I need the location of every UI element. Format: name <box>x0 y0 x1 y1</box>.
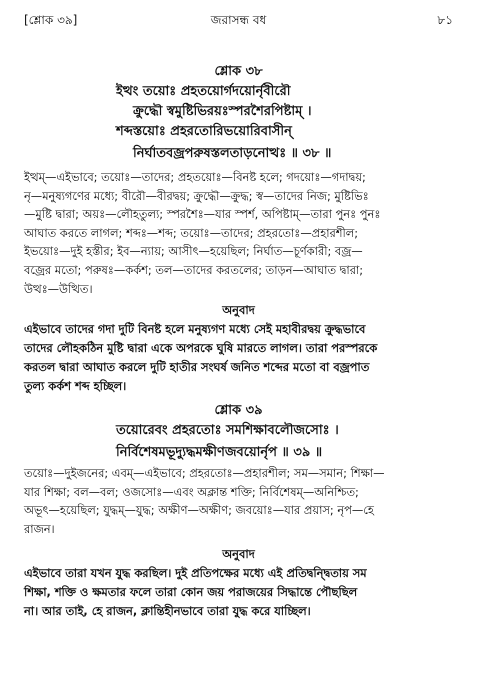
verse-38-heading: শ্লোক ৩৮ <box>214 64 263 79</box>
verse-38-line-2: ক্রুদ্ধৌ স্বমুষ্টিভিরয়ঃস্পরশৈরপিষ্টাম্ । <box>133 104 312 119</box>
verse-38-translation-heading: অনুবাদ <box>222 303 255 317</box>
translation-line: না। আর তাই, হে রাজন, ক্লান্তিহীনভাবে তারা যুদ্ধ করে যাচ্ছিল। <box>24 604 311 618</box>
verse-38-synonyms <box>24 168 453 298</box>
verse-39-synonyms <box>24 464 453 538</box>
synonyms-line: ইত্থম্—এইভাবে; তয়োঃ—তাদের; প্রহতয়োঃ—বিনষ্ট হলে; গদয়োঃ—গদাদ্বয়; <box>24 170 366 184</box>
translation-line: শিক্ষা, শক্তি ও ক্ষমতার ফলে তারা কোন জয় পরাজয়ের সিদ্ধান্তে পৌছছিল <box>24 585 358 599</box>
verse-38-line-1: ইত্থং তয়োঃ প্রহতয়োর্গদয়োর্নৃবীরৌ <box>116 84 291 99</box>
synonyms-line: আঘাত করতে লাগল; শব্দঃ—শব্দ; তয়োঃ—তাদের; প্রহরতোঃ—প্রহারশীল; <box>24 225 359 240</box>
verse-38-line-4: নির্ঘাতবজ্রপরুষস্তলতাড়নোত্থঃ ॥ ৩৮ ॥ <box>133 146 332 161</box>
verse-39-translation <box>24 564 453 621</box>
verse-39-line-1: তয়োরেবং প্রহরতোঃ সমশিক্ষাবলৌজসোঃ । <box>116 423 339 438</box>
synonyms-line: উত্থঃ—উত্থিত। <box>24 281 93 296</box>
synonyms-line: তয়োঃ—দুইজনের; এবম্—এইভাবে; প্রহরতোঃ—প্রহারশীল; সম—সমান; শিক্ষা— <box>24 466 385 480</box>
synonyms-line: রাজন। <box>24 521 55 536</box>
synonyms-line: ইভয়োঃ—দুই হস্তীর; ইব—ন্যায়; আসীৎ—হয়েছিল; নির্ঘাত—চূর্ণকারী; বজ্র— <box>24 244 363 259</box>
translation-line: এইভাবে তাদের গদা দুটি বিনষ্ট হলে মনুষ্যগণ মধ্যে সেই মহাবীরদ্বয় ক্রুদ্ধভাবে <box>24 322 366 336</box>
verse-38-translation <box>24 320 453 396</box>
verse-38-line-3: শব্দস্তয়োঃ প্রহরতোরিভয়োরিবাসীন্ <box>116 124 292 139</box>
synonyms-line: বজ্রের মতো; পরুষঃ—কর্কশ; তল—তাদের করতলের; তাড়ন—আঘাত দ্বারা; <box>24 262 364 277</box>
translation-line: তাদের লৌহকঠিন মুষ্টি দ্বারা একে অপরকে ঘুষি মারতে লাগল। তারা পরস্পরকে <box>24 341 378 355</box>
translation-line: তুল্য কর্কশ শব্দ হচ্ছিল। <box>24 379 127 393</box>
translation-line: করতল দ্বারা আঘাত করলে দুটি হাতীর সংঘর্ষ জনিত শব্দের মতো বা বজ্রপাত <box>24 360 370 374</box>
translation-line: এইভাবে তারা যখন যুদ্ধ করছিল। দুই প্রতিপক্ষের মধ্যে এই প্রতিদ্বন্দ্বিতায় সম <box>24 566 367 580</box>
synonyms-line: —মুষ্টি দ্বারা; অয়ঃ—লৌহতুল্য; স্পরশৈঃ—যার স্পর্শ, অপিষ্টাম্—তারা পুনঃ পুনঃ <box>24 207 381 222</box>
verse-39-heading: শ্লোক ৩৯ <box>214 403 263 418</box>
synonyms-line: অভূৎ—হয়েছিল; যুদ্ধম্—যুদ্ধ; অক্ষীণ—অক্ষীণ; জবয়োঃ—যার প্রয়াস; নৃপ—হে <box>24 503 374 518</box>
synonyms-line: যার শিক্ষা; বল—বল; ওজসোঃ—এবং অক্লান্ত শক্তি; নির্বিশেষম্—অনিশ্চিত; <box>24 484 359 499</box>
verse-39-line-2: নির্বিশেষমভূদ্যুদ্ধমক্ষীণজবয়োর্নৃপ ॥ ৩৯ ॥ <box>116 445 323 460</box>
header-page-number: ৮১ <box>437 13 453 27</box>
header-chapter-title: জরাসন্ধ বধ <box>210 13 267 27</box>
page-header <box>24 12 453 30</box>
verse-39-translation-heading: অনুবাদ <box>222 547 255 561</box>
header-verse-ref: [শ্লোক ৩৯] <box>24 13 78 27</box>
synonyms-line: নৃ—মনুষ্যগণের মধ্যে; বীরৌ—বীরদ্বয়; ক্রুদ্ধৌ—ক্রুদ্ধ; স্ব—তাদের নিজ; মুষ্টিভিঃ <box>24 188 369 203</box>
